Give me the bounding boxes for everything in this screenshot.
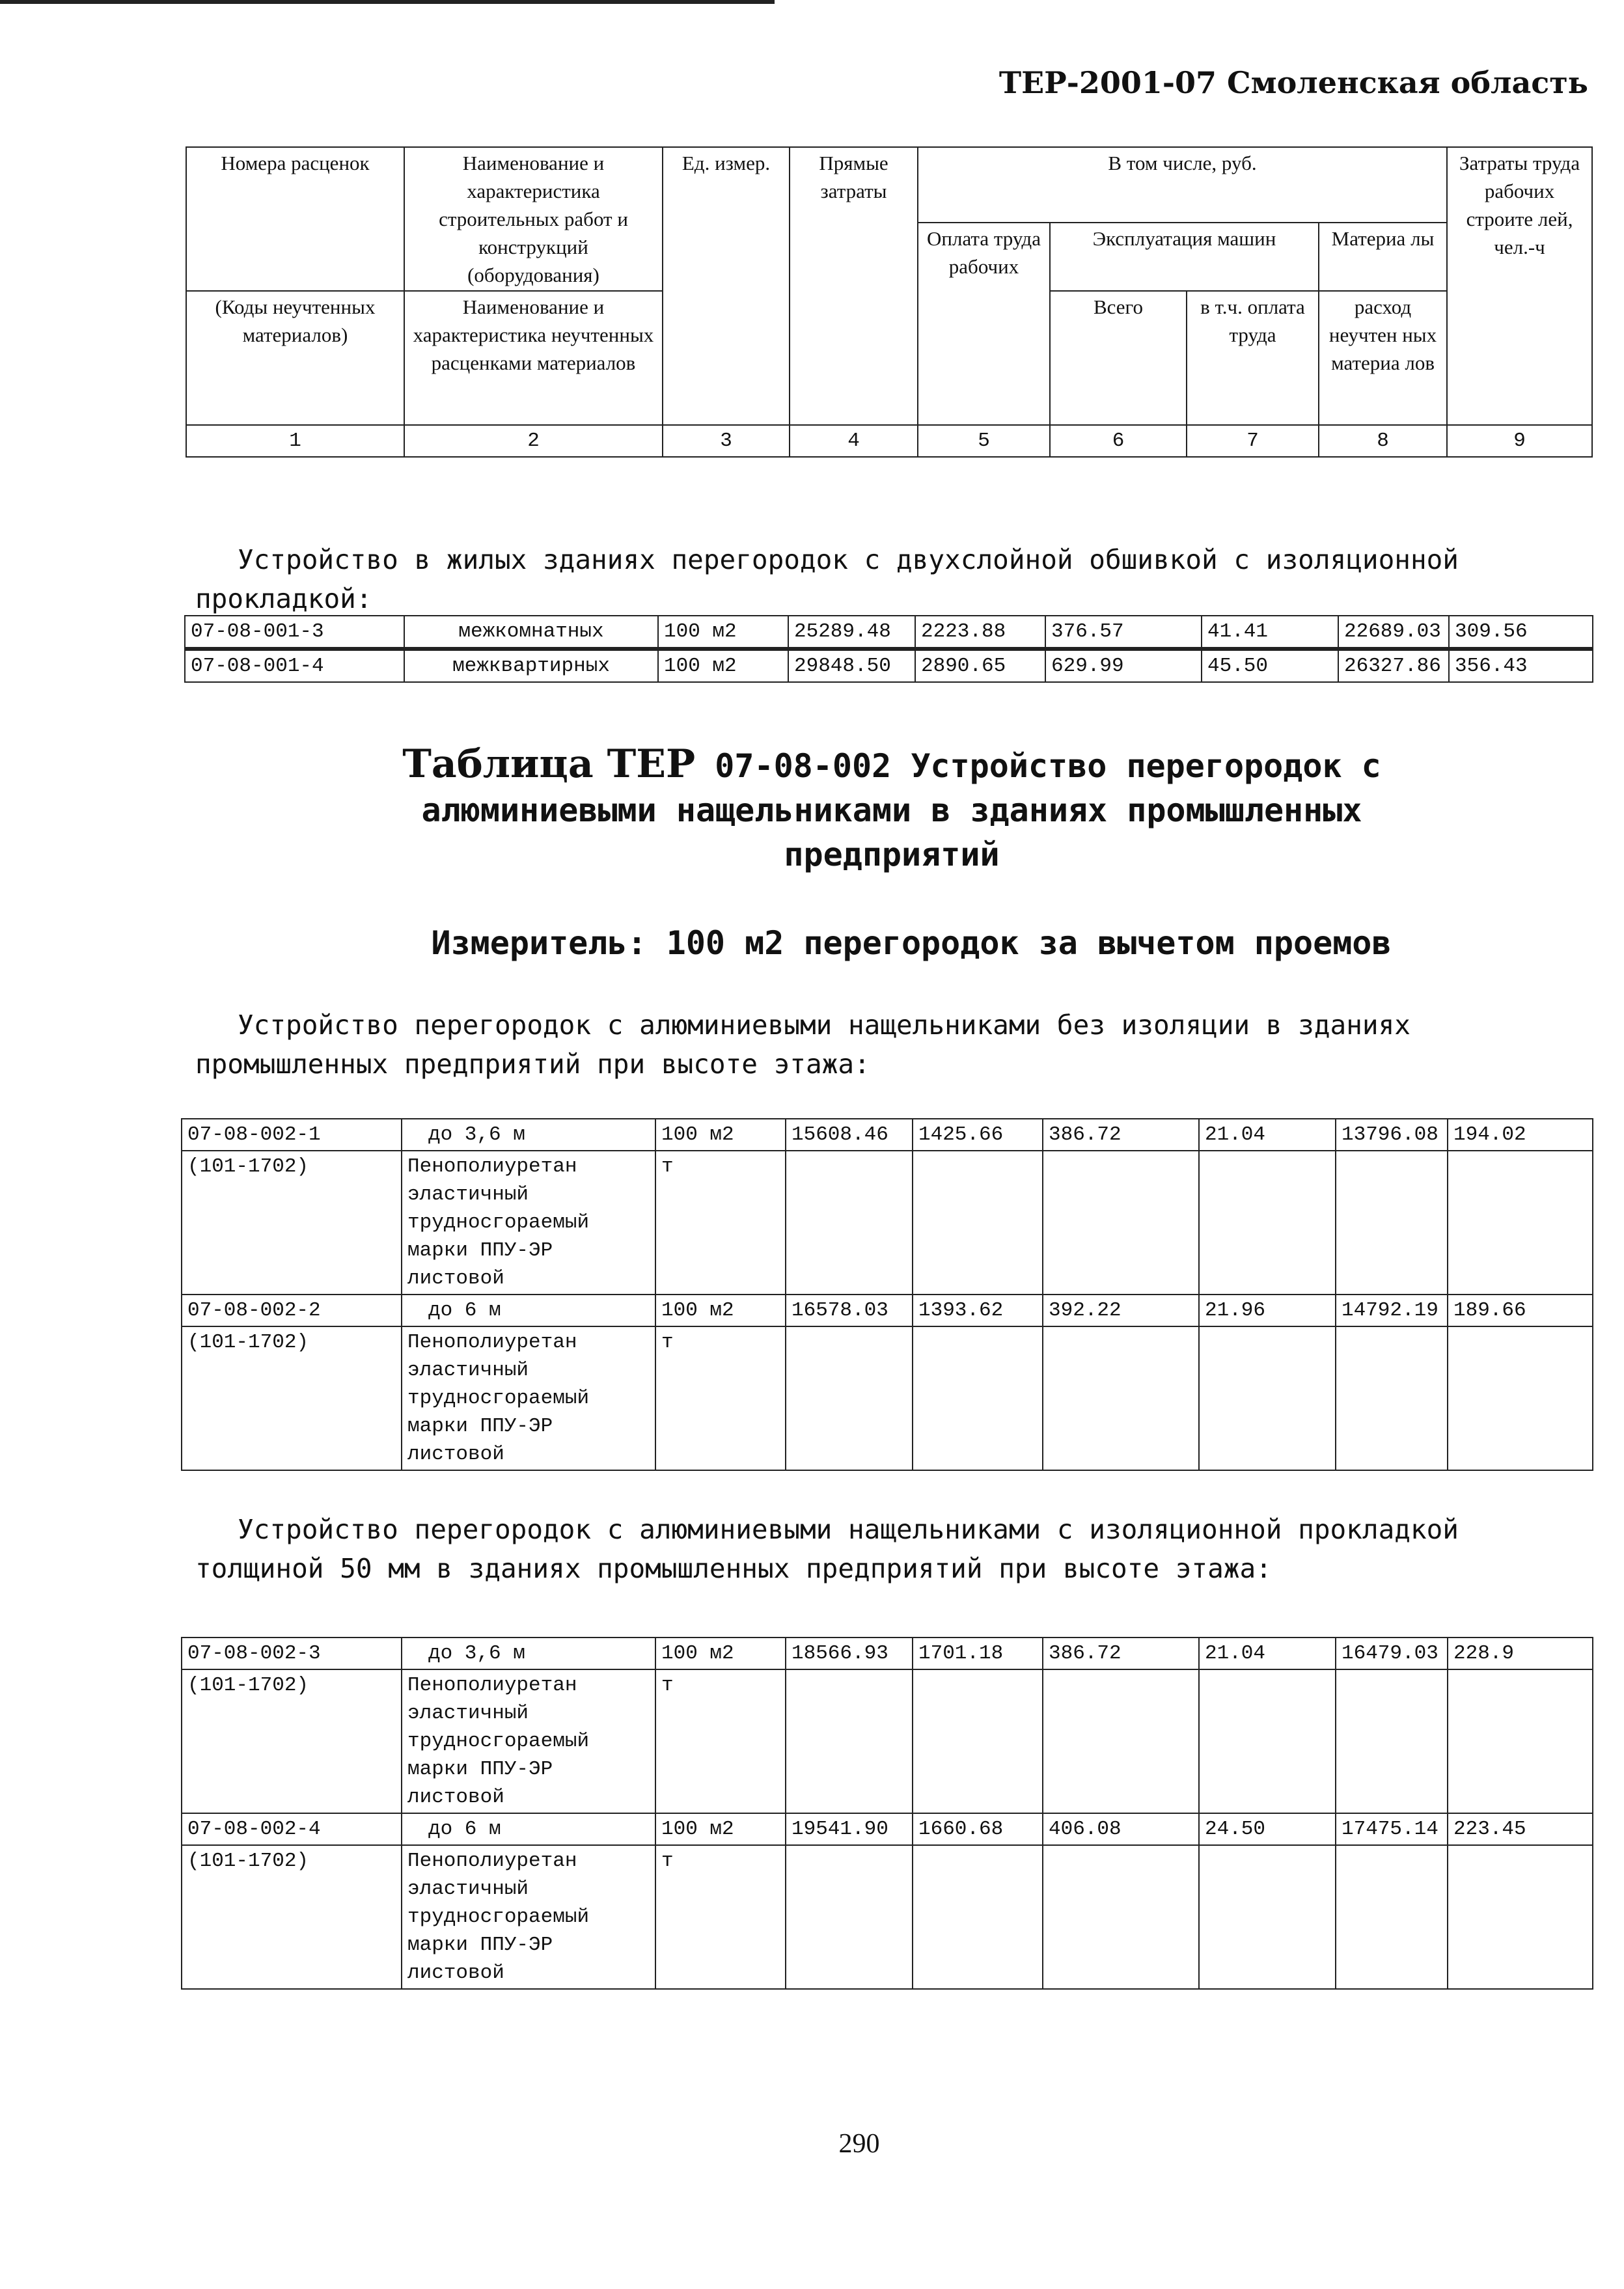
hdr-codes: Номера расценок <box>186 147 404 291</box>
rate-labor: 1425.66 <box>913 1119 1043 1151</box>
rate-machines-labor: 41.41 <box>1202 616 1338 649</box>
rate-machines-labor: 21.96 <box>1199 1295 1336 1326</box>
hdr-num-5: 5 <box>918 425 1050 457</box>
measure-line <box>325 924 1497 962</box>
table-row <box>182 1119 1593 1151</box>
rate-machines: 629.99 <box>1045 649 1202 682</box>
rate-machines-labor: 24.50 <box>1199 1813 1336 1845</box>
section3-title: Устройство перегородок с алюминиевыми нащельниками с изоляционной прокладкой толщиной 50 мм в зданиях промышленных предприятий при высоте этажа: <box>195 1514 1459 1584</box>
rate-materials: 16479.03 <box>1336 1638 1448 1669</box>
section1-table <box>184 615 1593 683</box>
material-unit: т <box>655 1151 786 1295</box>
rate-code: 07-08-002-2 <box>182 1295 402 1326</box>
table-title-word: Таблица ТЕР <box>402 741 696 787</box>
rate-materials: 13796.08 <box>1336 1119 1448 1151</box>
table-row <box>182 1845 1593 1989</box>
hdr-machines: Эксплуатация машин <box>1050 223 1319 291</box>
table-row <box>182 1295 1593 1326</box>
page-number: 290 <box>838 2129 880 2159</box>
rate-unit: 100 м2 <box>655 1295 786 1326</box>
table-row <box>182 1669 1593 1813</box>
rate-hours: 228.9 <box>1448 1638 1593 1669</box>
top-rule <box>0 0 775 4</box>
material-code: (101-1702) <box>182 1845 402 1989</box>
rate-hours: 223.45 <box>1448 1813 1593 1845</box>
table-title-code: 07-08-002 <box>715 747 892 785</box>
rate-materials: 17475.14 <box>1336 1813 1448 1845</box>
hdr-materials-consumption: расход неучтен ных материа лов <box>1319 291 1447 425</box>
rate-machines: 386.72 <box>1043 1638 1199 1669</box>
hdr-labor-pay: Оплата труда рабочих <box>918 223 1050 425</box>
material-code: (101-1702) <box>182 1669 402 1813</box>
hdr-num-2: 2 <box>404 425 663 457</box>
section1-title: Устройство в жилых зданиях перегородок с двухслойной обшивкой с изоляционной прокладкой: <box>195 544 1459 614</box>
rate-labor: 1660.68 <box>913 1813 1043 1845</box>
table-row <box>182 1326 1593 1470</box>
rate-machines-labor: 45.50 <box>1202 649 1338 682</box>
table-row <box>185 616 1593 649</box>
rate-labor: 1393.62 <box>913 1295 1043 1326</box>
section2-title: Устройство перегородок с алюминиевыми нащельниками без изоляции в зданиях промышленных предприятий при высоте этажа: <box>195 1009 1411 1080</box>
hdr-machines-total: Всего <box>1050 291 1187 425</box>
material-name: Пенополиуретан эластичный трудносгораемый марки ППУ-ЭР листовой <box>402 1669 655 1813</box>
rate-labor: 2890.65 <box>915 649 1045 682</box>
rate-direct: 29848.50 <box>788 649 915 682</box>
hdr-machines-labor: в т.ч. оплата труда <box>1187 291 1319 425</box>
rate-unit: 100 м2 <box>658 649 788 682</box>
table-row <box>182 1151 1593 1295</box>
rate-labor: 1701.18 <box>913 1638 1043 1669</box>
rate-hours: 189.66 <box>1448 1295 1593 1326</box>
hdr-num-4: 4 <box>790 425 918 457</box>
hdr-unit: Ед. измер. <box>663 147 790 425</box>
table-title-text: Устройство перегородок с алюминиевыми нащельниками в зданиях промышленных предприятий <box>421 747 1381 873</box>
rate-direct: 15608.46 <box>786 1119 913 1151</box>
hdr-num-1: 1 <box>186 425 404 457</box>
rate-machines-labor: 21.04 <box>1199 1119 1336 1151</box>
rate-hours: 309.56 <box>1449 616 1593 649</box>
rate-hours: 356.43 <box>1449 649 1593 682</box>
material-unit: т <box>655 1845 786 1989</box>
hdr-name-unaccounted: Наименование и характеристика неучтенных расценками материалов <box>404 291 663 425</box>
rate-direct: 19541.90 <box>786 1813 913 1845</box>
rate-code: 07-08-001-3 <box>185 616 404 649</box>
material-name: Пенополиуретан эластичный трудносгораемый марки ППУ-ЭР листовой <box>402 1326 655 1470</box>
table-title <box>306 742 1478 877</box>
rate-name: до 6 м <box>402 1813 655 1845</box>
material-unit: т <box>655 1669 786 1813</box>
rate-name: межкомнатных <box>404 616 658 649</box>
rate-code: 07-08-002-3 <box>182 1638 402 1669</box>
measure-value: 100 м2 перегородок за вычетом проемов <box>666 924 1392 962</box>
rate-name: межквартирных <box>404 649 658 682</box>
material-unit: т <box>655 1326 786 1470</box>
section2-table <box>181 1118 1593 1471</box>
hdr-num-7: 7 <box>1187 425 1319 457</box>
rate-unit: 100 м2 <box>655 1119 786 1151</box>
hdr-codes-unaccounted: (Коды неучтенных материалов) <box>186 291 404 425</box>
measure-label: Измеритель: <box>431 924 647 962</box>
rate-code: 07-08-002-4 <box>182 1813 402 1845</box>
material-code: (101-1702) <box>182 1151 402 1295</box>
running-header: ТЕР-2001-07 Смоленская область <box>998 65 1588 100</box>
column-header-table <box>186 146 1593 458</box>
table-row <box>185 649 1593 682</box>
material-code: (101-1702) <box>182 1326 402 1470</box>
rate-direct: 16578.03 <box>786 1295 913 1326</box>
rate-unit: 100 м2 <box>655 1813 786 1845</box>
table-row <box>182 1813 1593 1845</box>
rate-code: 07-08-001-4 <box>185 649 404 682</box>
hdr-num-9: 9 <box>1447 425 1592 457</box>
hdr-num-8: 8 <box>1319 425 1447 457</box>
hdr-num-3: 3 <box>663 425 790 457</box>
hdr-materials: Материа лы <box>1319 223 1447 291</box>
rate-materials: 22689.03 <box>1338 616 1449 649</box>
hdr-including: В том числе, руб. <box>918 147 1447 223</box>
rate-unit: 100 м2 <box>655 1638 786 1669</box>
hdr-num-6: 6 <box>1050 425 1187 457</box>
rate-machines: 406.08 <box>1043 1813 1199 1845</box>
table-row <box>182 1638 1593 1669</box>
rate-machines: 386.72 <box>1043 1119 1199 1151</box>
section3-table <box>181 1637 1593 1990</box>
rate-name: до 6 м <box>402 1295 655 1326</box>
rate-direct: 25289.48 <box>788 616 915 649</box>
rate-hours: 194.02 <box>1448 1119 1593 1151</box>
rate-machines-labor: 21.04 <box>1199 1638 1336 1669</box>
material-name: Пенополиуретан эластичный трудносгораемый марки ППУ-ЭР листовой <box>402 1151 655 1295</box>
hdr-direct: Прямые затраты <box>790 147 918 425</box>
rate-code: 07-08-002-1 <box>182 1119 402 1151</box>
rate-materials: 14792.19 <box>1336 1295 1448 1326</box>
material-name: Пенополиуретан эластичный трудносгораемый марки ППУ-ЭР листовой <box>402 1845 655 1989</box>
rate-machines: 392.22 <box>1043 1295 1199 1326</box>
hdr-name: Наименование и характеристика строительных работ и конструкций (оборудования) <box>404 147 663 291</box>
rate-name: до 3,6 м <box>402 1638 655 1669</box>
rate-machines: 376.57 <box>1045 616 1202 649</box>
rate-direct: 18566.93 <box>786 1638 913 1669</box>
hdr-labor-hours: Затраты труда рабочих строите лей, чел.-ч <box>1447 147 1592 425</box>
rate-unit: 100 м2 <box>658 616 788 649</box>
rate-labor: 2223.88 <box>915 616 1045 649</box>
rate-materials: 26327.86 <box>1338 649 1449 682</box>
rate-name: до 3,6 м <box>402 1119 655 1151</box>
